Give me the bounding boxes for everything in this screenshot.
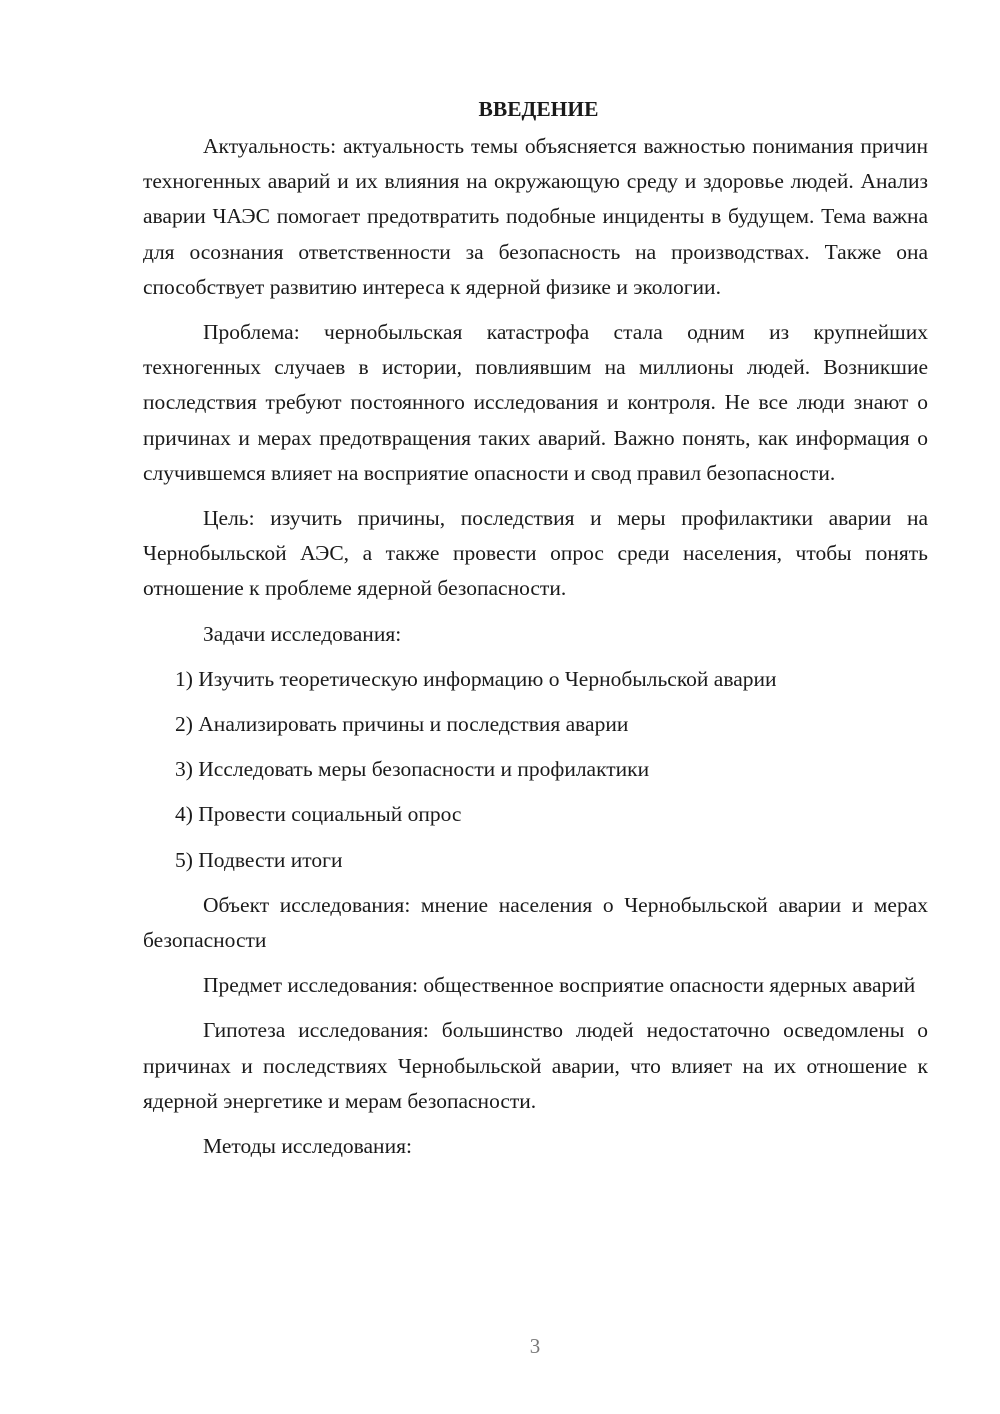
methods-heading: Методы исследования: bbox=[203, 1134, 412, 1159]
tasks-list bbox=[143, 662, 928, 878]
paragraph-problem: Проблема: чернобыльская катастрофа стала одним из крупнейших техногенных случаев в истории, повлиявшим на миллионы людей. Возникшие последствия требуют постоянного исследования и контроля. Не все люди знают о причинах и мерах предотвращения таких аварий. Важно понять, как информация о случившемся влияет на восприятие опасности и свод правил безопасности. bbox=[143, 320, 928, 485]
tasks-heading: Задачи исследования: bbox=[203, 621, 402, 646]
paragraph-relevance: Актуальность: актуальность темы объясняется важностью понимания причин техногенных аварий и их влияния на окружающую среду и здоровье людей. Анализ аварии ЧАЭС помогает предотвратить подобные инциденты в будущем. Тема важна для осознания ответственности за безопасность на производствах. Также она способствует развитию интереса к ядерной физике и экологии. bbox=[143, 134, 928, 299]
paragraph-hypothesis: Гипотеза исследования: большинство людей недостаточно осведомлены о причинах и последствиях Чернобыльской аварии, что влияет на их отношение к ядерной энергетике и мерам безопасности. bbox=[143, 1018, 928, 1113]
section-title: ВВЕДЕНИЕ bbox=[478, 97, 599, 121]
paragraph-subject: Предмет исследования: общественное восприятие опасности ядерных аварий bbox=[203, 973, 916, 998]
page-number: 3 bbox=[529, 1334, 541, 1358]
paragraph-goal: Цель: изучить причины, последствия и меры профилактики аварии на Чернобыльской АЭС, а также провести опрос среди населения, чтобы понять отношение к проблеме ядерной безопасности. bbox=[143, 506, 928, 601]
task-item: 5) Подвести итоги bbox=[175, 847, 343, 872]
task-item: 1) Изучить теоретическую информацию о Чернобыльской аварии bbox=[175, 666, 777, 691]
task-item: 3) Исследовать меры безопасности и профилактики bbox=[175, 757, 650, 782]
page-content bbox=[143, 92, 928, 1174]
task-item: 2) Анализировать причины и последствия аварии bbox=[175, 712, 629, 737]
task-item: 4) Провести социальный опрос bbox=[175, 802, 462, 827]
paragraph-object: Объект исследования: мнение населения о Чернобыльской аварии и мерах безопасности bbox=[143, 892, 928, 953]
